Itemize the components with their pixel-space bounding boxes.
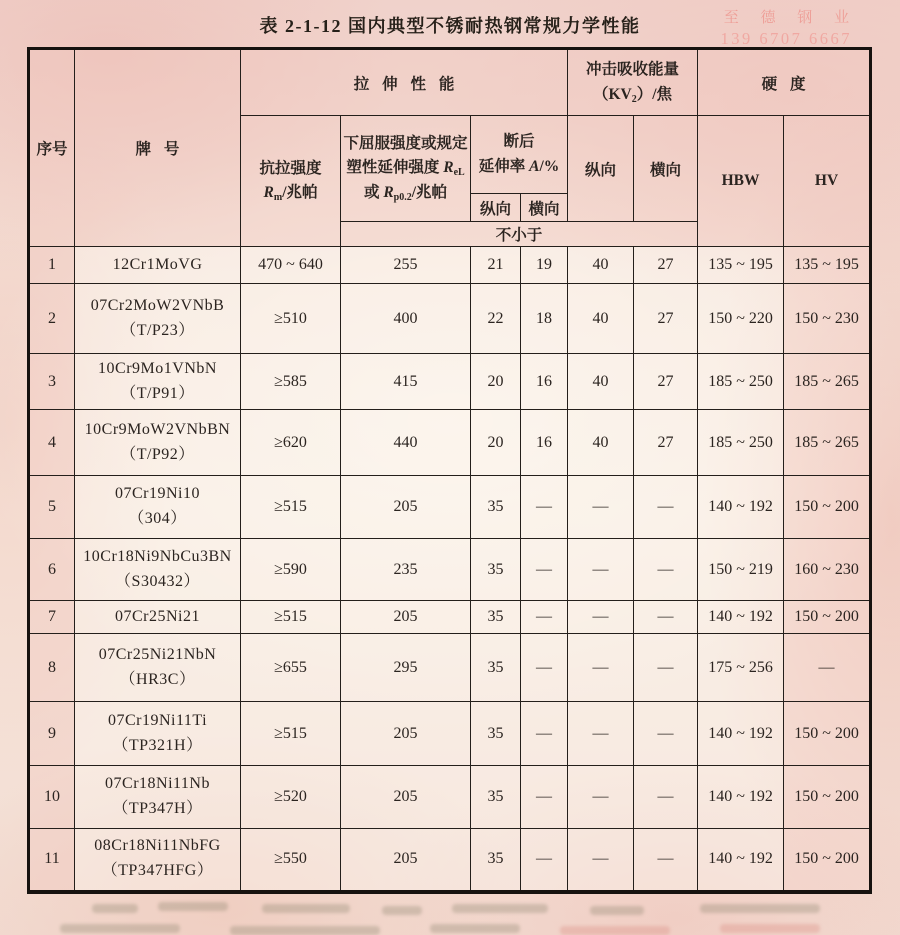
- header-impact-longitudinal: 纵向: [568, 116, 634, 222]
- cell-hardness-hbw: 140 ~ 192: [698, 829, 784, 892]
- mechanical-properties-table: [27, 47, 872, 894]
- header-elongation-longitudinal: 纵向: [471, 194, 521, 222]
- grade-line2: （T/P23）: [120, 321, 195, 339]
- cell-yield-strength: 415: [341, 354, 471, 410]
- cell-impact-transverse: —: [634, 766, 698, 829]
- watermark-company-name: 至 德 钢 业: [723, 10, 858, 26]
- cell-impact-transverse: —: [634, 476, 698, 539]
- cell-impact-transverse: —: [634, 702, 698, 766]
- cell-tensile-strength: ≥515: [241, 476, 341, 539]
- cell-impact-longitudinal: 40: [568, 410, 634, 476]
- cell-yield-strength: 205: [341, 829, 471, 892]
- cell-hardness-hbw: 140 ~ 192: [698, 601, 784, 634]
- header-impact-energy: [568, 49, 698, 116]
- header-hv: HV: [784, 116, 871, 247]
- cell-hardness-hv: 150 ~ 200: [784, 476, 871, 539]
- cell-hardness-hbw: 185 ~ 250: [698, 410, 784, 476]
- cell-hardness-hv: 135 ~ 195: [784, 247, 871, 284]
- header-elongation: 断后 延伸率 A/%: [471, 116, 568, 194]
- cell-impact-transverse: —: [634, 539, 698, 601]
- cell-grade: [75, 702, 241, 766]
- cell-tensile-strength: ≥655: [241, 634, 341, 702]
- cell-yield-strength: 235: [341, 539, 471, 601]
- header-yield-strength: 下屈服强度或规定 塑性延伸强度 $R_{eL}$ 或 $R_{p0.2}/$兆帕: [341, 116, 471, 222]
- cell-elongation-transverse: —: [521, 539, 568, 601]
- cell-yield-strength: 205: [341, 601, 471, 634]
- grade-line1: 08Cr18Ni11NbFG: [94, 837, 221, 855]
- cell-hardness-hv: 150 ~ 230: [784, 284, 871, 354]
- cell-impact-transverse: —: [634, 829, 698, 892]
- cell-tensile-strength: 470 ~ 640: [241, 247, 341, 284]
- bleedthrough-marks: [0, 898, 900, 935]
- table-body: [29, 247, 871, 892]
- cell-elongation-transverse: 16: [521, 410, 568, 476]
- cell-hardness-hv: 185 ~ 265: [784, 410, 871, 476]
- cell-impact-longitudinal: —: [568, 702, 634, 766]
- cell-elongation-transverse: 18: [521, 284, 568, 354]
- header-elongation-transverse: 横向: [521, 194, 568, 222]
- cell-row-number: 9: [29, 702, 75, 766]
- cell-hardness-hbw: 150 ~ 220: [698, 284, 784, 354]
- grade-line1: 07Cr25Ni21NbN: [98, 645, 217, 663]
- grade-line2: （HR3C）: [119, 670, 196, 688]
- cell-elongation-longitudinal: 35: [471, 634, 521, 702]
- cell-yield-strength: 400: [341, 284, 471, 354]
- cell-hardness-hv: 150 ~ 200: [784, 601, 871, 634]
- header-not-less-than: 不小于: [341, 222, 698, 247]
- table-row: [29, 476, 871, 539]
- table-row: [29, 601, 871, 634]
- cell-tensile-strength: ≥510: [241, 284, 341, 354]
- header-tensile-strength: 抗拉强度 $R_m/$兆帕: [241, 116, 341, 247]
- cell-elongation-longitudinal: 22: [471, 284, 521, 354]
- cell-grade: [75, 829, 241, 892]
- cell-grade: [75, 539, 241, 601]
- cell-elongation-longitudinal: 35: [471, 539, 521, 601]
- cell-hardness-hbw: 140 ~ 192: [698, 476, 784, 539]
- header-row-1: [29, 49, 871, 116]
- watermark: [720, 8, 858, 51]
- cell-elongation-transverse: —: [521, 476, 568, 539]
- cell-hardness-hv: 185 ~ 265: [784, 354, 871, 410]
- cell-elongation-longitudinal: 21: [471, 247, 521, 284]
- table-row: [29, 410, 871, 476]
- cell-hardness-hbw: 135 ~ 195: [698, 247, 784, 284]
- cell-tensile-strength: ≥515: [241, 702, 341, 766]
- cell-grade: [75, 284, 241, 354]
- cell-yield-strength: 205: [341, 766, 471, 829]
- cell-elongation-longitudinal: 20: [471, 354, 521, 410]
- cell-row-number: 4: [29, 410, 75, 476]
- cell-yield-strength: 205: [341, 476, 471, 539]
- grade-line2: （TP321H）: [112, 736, 203, 754]
- cell-elongation-transverse: —: [521, 634, 568, 702]
- cell-grade: [75, 601, 241, 634]
- header-tensile-properties: 拉 伸 性 能: [241, 49, 568, 116]
- cell-impact-longitudinal: 40: [568, 247, 634, 284]
- cell-impact-transverse: 27: [634, 410, 698, 476]
- cell-elongation-longitudinal: 35: [471, 476, 521, 539]
- cell-elongation-longitudinal: 20: [471, 410, 521, 476]
- grade-line1: 07Cr19Ni10: [115, 485, 200, 503]
- cell-elongation-transverse: —: [521, 766, 568, 829]
- cell-tensile-strength: ≥515: [241, 601, 341, 634]
- cell-tensile-strength: ≥520: [241, 766, 341, 829]
- cell-impact-longitudinal: 40: [568, 284, 634, 354]
- cell-elongation-longitudinal: 35: [471, 766, 521, 829]
- cell-yield-strength: 255: [341, 247, 471, 284]
- header-grade: 牌 号: [75, 49, 241, 247]
- cell-impact-transverse: —: [634, 634, 698, 702]
- cell-grade: [75, 476, 241, 539]
- page-title: 表 2-1-12 国内典型不锈耐热钢常规力学性能: [259, 16, 641, 36]
- cell-elongation-longitudinal: 35: [471, 829, 521, 892]
- cell-elongation-transverse: —: [521, 829, 568, 892]
- cell-grade: [75, 766, 241, 829]
- grade-line1: 10Cr9MoW2VNbBN: [84, 420, 231, 438]
- cell-elongation-transverse: 16: [521, 354, 568, 410]
- cell-impact-longitudinal: —: [568, 829, 634, 892]
- cell-row-number: 1: [29, 247, 75, 284]
- cell-row-number: 6: [29, 539, 75, 601]
- cell-impact-transverse: 27: [634, 247, 698, 284]
- cell-grade: [75, 247, 241, 284]
- cell-impact-longitudinal: —: [568, 539, 634, 601]
- grade-line2: （TP347H）: [112, 800, 203, 817]
- cell-yield-strength: 295: [341, 634, 471, 702]
- cell-hardness-hv: 150 ~ 200: [784, 766, 871, 829]
- cell-impact-longitudinal: —: [568, 476, 634, 539]
- cell-row-number: 10: [29, 766, 75, 829]
- cell-hardness-hbw: 185 ~ 250: [698, 354, 784, 410]
- cell-hardness-hbw: 140 ~ 192: [698, 766, 784, 829]
- cell-impact-transverse: 27: [634, 354, 698, 410]
- cell-grade: [75, 354, 241, 410]
- grade-line1: 10Cr9Mo1VNbN: [98, 359, 217, 377]
- cell-elongation-longitudinal: 35: [471, 702, 521, 766]
- cell-hardness-hbw: 150 ~ 219: [698, 539, 784, 601]
- grade-line2: （304）: [128, 510, 187, 527]
- cell-tensile-strength: ≥550: [241, 829, 341, 892]
- cell-impact-longitudinal: —: [568, 634, 634, 702]
- header-impact-energy-line1: 冲击吸收能量: [586, 61, 680, 79]
- table-row: [29, 829, 871, 892]
- header-hbw: HBW: [698, 116, 784, 247]
- grade-line2: （T/P91）: [120, 384, 195, 402]
- grade-line2: （T/P92）: [120, 445, 195, 463]
- cell-elongation-transverse: 19: [521, 247, 568, 284]
- cell-hardness-hbw: 140 ~ 192: [698, 702, 784, 766]
- table-row: [29, 539, 871, 601]
- header-serial-number: 序号: [29, 49, 75, 247]
- grade-line1: 07Cr2MoW2VNbB: [90, 296, 225, 314]
- grade-line2: （TP347HFG）: [101, 862, 214, 880]
- cell-hardness-hv: 160 ~ 230: [784, 539, 871, 601]
- header-impact-transverse: 横向: [634, 116, 698, 222]
- cell-tensile-strength: ≥590: [241, 539, 341, 601]
- cell-tensile-strength: ≥620: [241, 410, 341, 476]
- grade-line1: 07Cr19Ni11Ti: [107, 711, 208, 729]
- cell-impact-longitudinal: 40: [568, 354, 634, 410]
- cell-elongation-longitudinal: 35: [471, 601, 521, 634]
- table-row: [29, 702, 871, 766]
- table-row: [29, 247, 871, 284]
- cell-elongation-transverse: —: [521, 702, 568, 766]
- cell-impact-longitudinal: —: [568, 601, 634, 634]
- table-row: [29, 634, 871, 702]
- cell-grade: [75, 410, 241, 476]
- cell-tensile-strength: ≥585: [241, 354, 341, 410]
- cell-hardness-hv: 150 ~ 200: [784, 829, 871, 892]
- cell-hardness-hbw: 175 ~ 256: [698, 634, 784, 702]
- header-impact-energy-line2: $(KV_2)/$焦: [592, 85, 673, 105]
- cell-impact-transverse: —: [634, 601, 698, 634]
- header-hardness: 硬 度: [698, 49, 871, 116]
- cell-row-number: 11: [29, 829, 75, 892]
- cell-row-number: 8: [29, 634, 75, 702]
- grade-line1: 12Cr1MoVG: [112, 255, 203, 273]
- cell-hardness-hv: —: [784, 634, 871, 702]
- cell-row-number: 3: [29, 354, 75, 410]
- grade-line1: 07Cr18Ni11Nb: [105, 775, 210, 793]
- cell-grade: [75, 634, 241, 702]
- cell-elongation-transverse: —: [521, 601, 568, 634]
- cell-yield-strength: 205: [341, 702, 471, 766]
- cell-impact-longitudinal: —: [568, 766, 634, 829]
- table-row: [29, 766, 871, 829]
- cell-row-number: 5: [29, 476, 75, 539]
- cell-row-number: 7: [29, 601, 75, 634]
- table-row: [29, 284, 871, 354]
- cell-impact-transverse: 27: [634, 284, 698, 354]
- table-row: [29, 354, 871, 410]
- grade-line1: 07Cr25Ni21: [115, 607, 200, 625]
- watermark-phone-number: 139 6707 6667: [720, 29, 852, 49]
- grade-line1: 10Cr18Ni9NbCu3BN: [83, 547, 232, 565]
- cell-yield-strength: 440: [341, 410, 471, 476]
- grade-line2: （S30432）: [115, 572, 200, 590]
- cell-row-number: 2: [29, 284, 75, 354]
- cell-hardness-hv: 150 ~ 200: [784, 702, 871, 766]
